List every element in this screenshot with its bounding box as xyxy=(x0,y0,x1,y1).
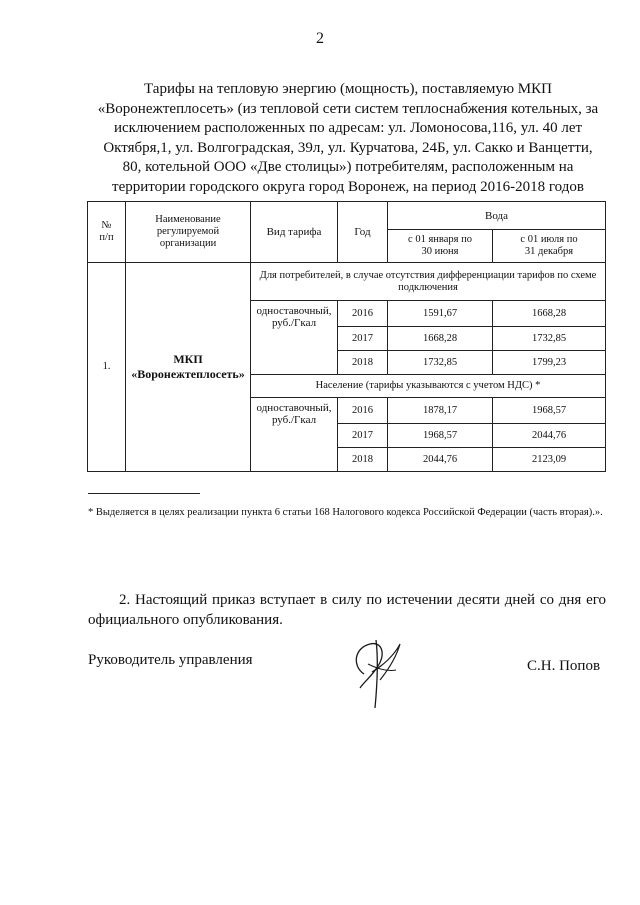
value-cell: 2123,09 xyxy=(493,448,606,472)
page-number: 2 xyxy=(316,30,324,47)
title-line: исключением расположенных по адресам: ул. Ломоносова,116, ул. 40 лет xyxy=(113,120,583,136)
row-number: 1. xyxy=(88,263,126,472)
year-cell: 2018 xyxy=(338,351,388,375)
decree-paragraph: 2. Настоящий приказ вступает в силу по истечении десяти дней со дня его официального опубликования. xyxy=(88,592,606,628)
header-period-2: с 01 июля по 31 декабря xyxy=(493,230,606,263)
tariff-type: одноставочный, руб./Гкал xyxy=(251,398,338,472)
year-cell: 2017 xyxy=(338,327,388,351)
group-header: Население (тарифы указываются с учетом НДС) * xyxy=(251,375,606,398)
header-org: Наименование регулируемой организации xyxy=(126,202,251,263)
value-cell: 1732,85 xyxy=(493,327,606,351)
footnote-separator xyxy=(88,493,200,494)
document-title xyxy=(84,80,612,197)
tariff-type: одноставочный, руб./Гкал xyxy=(251,301,338,375)
value-cell: 1668,28 xyxy=(493,301,606,327)
value-cell: 1799,23 xyxy=(493,351,606,375)
signer-title: Руководитель управления xyxy=(88,652,253,668)
footnote: * Выделяется в целях реализации пункта 6 статьи 168 Налогового кодекса Российской Федерации (часть вторая).». xyxy=(88,507,603,518)
organization-name: МКП «Воронежтеплосеть» xyxy=(126,263,251,472)
value-cell: 1591,67 xyxy=(388,301,493,327)
title-line: территории городского округа город Воронеж, на период 2016-2018 годов xyxy=(112,178,584,195)
year-cell: 2017 xyxy=(338,424,388,448)
header-tariff-type: Вид тарифа xyxy=(251,202,338,263)
year-cell: 2018 xyxy=(338,448,388,472)
value-cell: 2044,76 xyxy=(493,424,606,448)
value-cell: 1968,57 xyxy=(388,424,493,448)
group-header: Для потребителей, в случае отсутствия дифференциации тарифов по схеме подключения xyxy=(251,263,606,301)
header-period-1: с 01 января по 30 июня xyxy=(388,230,493,263)
header-num: № п/п xyxy=(88,202,126,263)
title-line: Октября,1, ул. Волгоградская, 39л, ул. Курчатова, 24Б, ул. Сакко и Ванцетти, xyxy=(103,139,593,156)
value-cell: 1668,28 xyxy=(388,327,493,351)
title-line: 80, котельной ООО «Две столицы») потребителям, расположенным на xyxy=(122,159,574,175)
value-cell: 1732,85 xyxy=(388,351,493,375)
handwritten-signature xyxy=(342,636,412,710)
year-cell: 2016 xyxy=(338,301,388,327)
value-cell: 2044,76 xyxy=(388,448,493,472)
title-line: Тарифы на тепловую энергию (мощность), поставляемую МКП xyxy=(144,81,552,97)
value-cell: 1878,17 xyxy=(388,398,493,424)
title-line: «Воронежтеплосеть» (из тепловой сети систем теплоснабжения котельных, за xyxy=(97,100,599,117)
signer-name: С.Н. Попов xyxy=(527,658,601,674)
header-year: Год xyxy=(338,202,388,263)
tariff-table xyxy=(87,201,606,472)
value-cell: 1968,57 xyxy=(493,398,606,424)
header-water: Вода xyxy=(388,202,606,230)
year-cell: 2016 xyxy=(338,398,388,424)
